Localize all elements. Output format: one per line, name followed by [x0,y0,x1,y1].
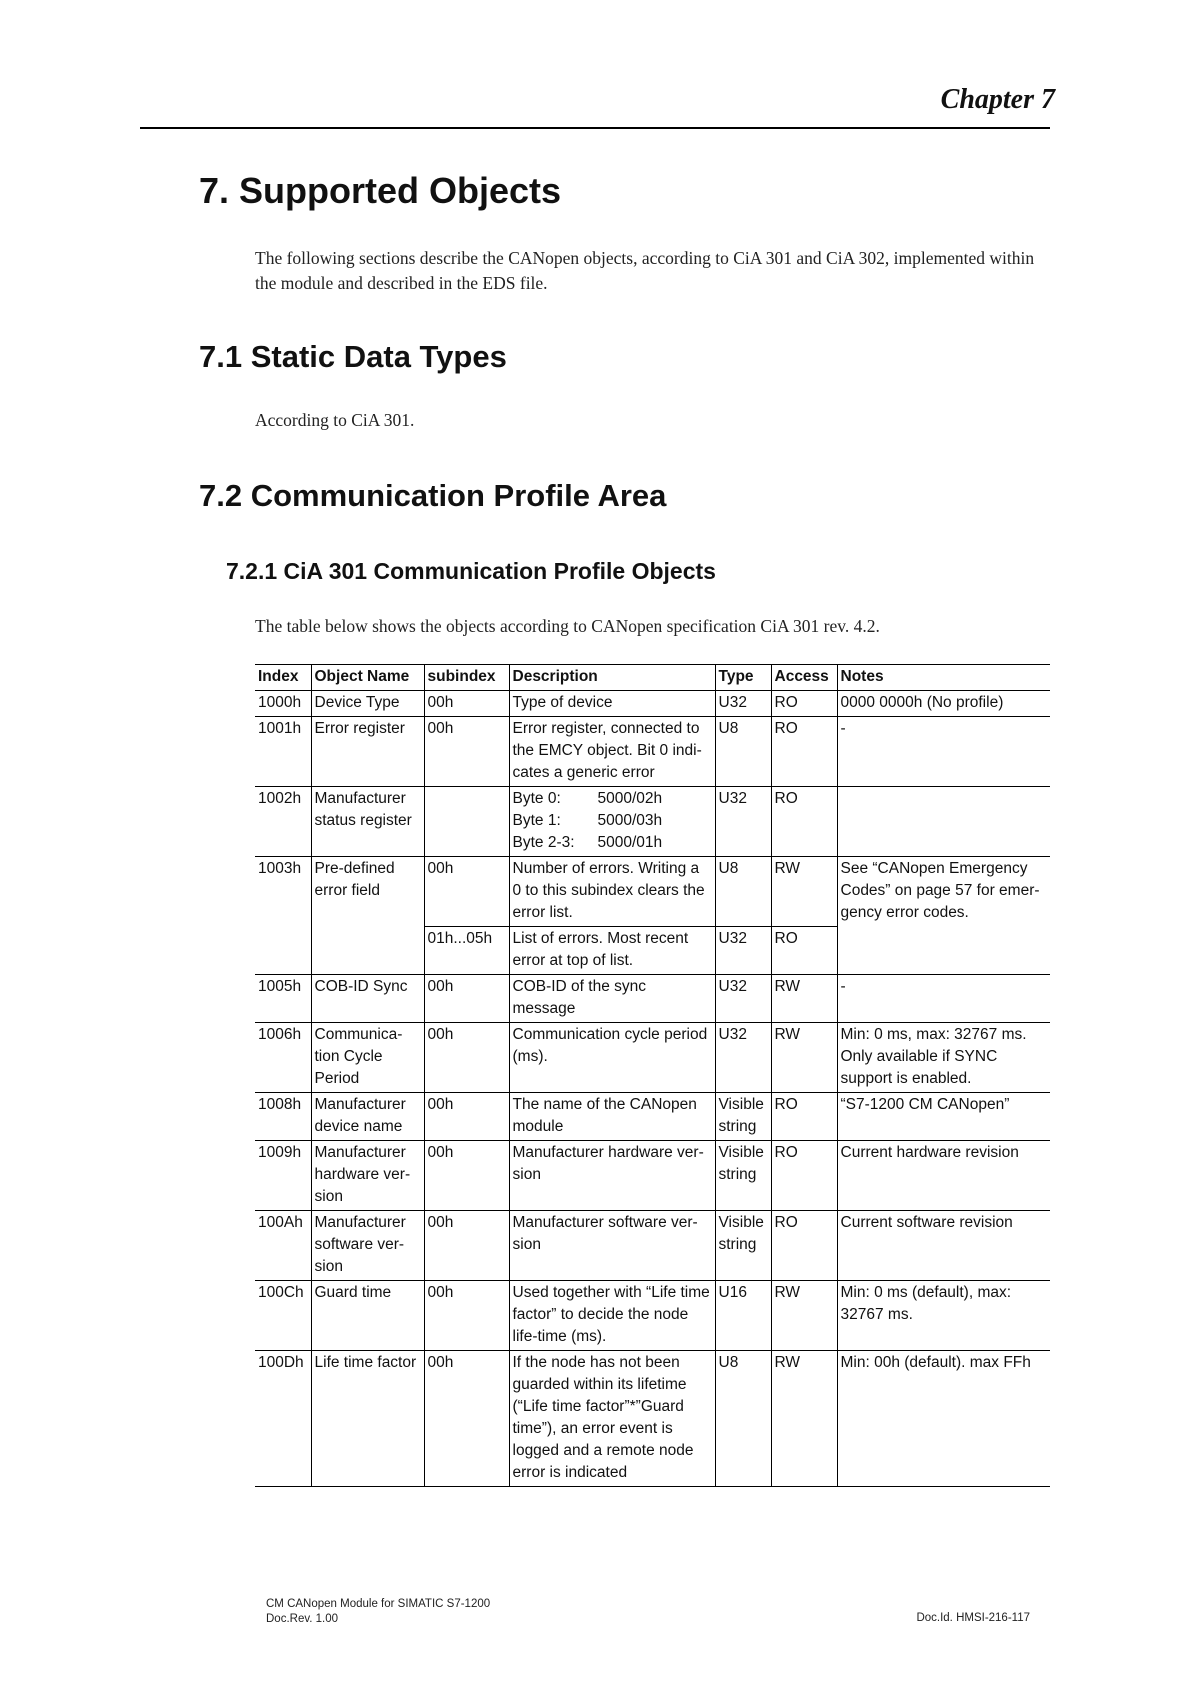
byte-value: 5000/03h [597,812,663,829]
intro-paragraph: The following sections describe the CANopen objects, according to CiA 301 and CiA 302, implemented within the module and described in the EDS file. [255,248,1035,293]
cell-description: The name of the CANopen module [509,1093,715,1141]
table-row [255,975,1050,1023]
cell-subindex [424,787,509,857]
cell-access: RO [771,1211,837,1281]
cell-notes: Min: 00h (default). max FFh [837,1351,1050,1487]
cell-type: U8 [715,1351,771,1487]
table-row [255,1023,1050,1093]
cell-subindex: 00h [424,975,509,1023]
table-row [255,1351,1050,1487]
cell-access: RO [771,787,837,857]
cell-type: Visible string [715,1093,771,1141]
byte-label: Byte 0: [512,790,561,807]
header-description: Description [509,665,715,691]
table-row [255,1211,1050,1281]
cell-object-name: Pre-defined error field [311,857,424,975]
cell-object-name: Guard time [311,1281,424,1351]
cell-description: Error register, connected to the EMCY object. Bit 0 indi-cates a generic error [509,717,715,787]
table-row [255,1093,1050,1141]
cell-access: RO [771,1093,837,1141]
cell-notes: 0000 0000h (No profile) [837,691,1050,717]
cell-notes [837,787,1050,857]
cell-type: U32 [715,787,771,857]
cell-subindex: 00h [424,1281,509,1351]
cell-type: U8 [715,717,771,787]
cell-subindex: 00h [424,717,509,787]
cell-description: Communication cycle period (ms). [509,1023,715,1093]
cell-type: Visible string [715,1141,771,1211]
cell-subindex: 01h...05h [424,927,509,975]
table-row [255,787,1050,857]
cell-index: 100Dh [255,1351,311,1487]
cell-access: RW [771,1281,837,1351]
cell-index: 1003h [255,857,311,975]
cell-index: 1008h [255,1093,311,1141]
cia301-heading: 7.2.1 CiA 301 Communication Profile Objects [226,558,716,584]
cell-index: 1001h [255,717,311,787]
cell-type: Visible string [715,1211,771,1281]
cell-access: RW [771,975,837,1023]
cell-notes: “S7-1200 CM CANopen” [837,1093,1050,1141]
cell-type: U16 [715,1281,771,1351]
cell-subindex: 00h [424,1351,509,1487]
cell-notes: Current software revision [837,1211,1050,1281]
cell-description: COB-ID of the sync message [509,975,715,1023]
byte-mapping-row [513,788,712,810]
byte-label: Byte 2-3: [512,834,575,851]
table-header-row [255,665,1050,691]
static-data-types-heading: 7.1 Static Data Types [199,339,507,374]
cell-index: 100Ah [255,1211,311,1281]
table-row [255,857,1050,927]
cell-object-name: Manufacturer hardware ver-sion [311,1141,424,1211]
cell-description: Manufacturer software ver-sion [509,1211,715,1281]
cell-access: RO [771,1141,837,1211]
byte-mapping-row [513,832,712,854]
cell-index: 1002h [255,787,311,857]
cell-object-name: Device Type [311,691,424,717]
cell-index: 1006h [255,1023,311,1093]
cell-notes: See “CANopen Emergency Codes” on page 57 for emer-gency error codes. [837,857,1050,975]
objects-table [255,664,1050,1487]
cell-description [509,787,715,857]
cell-description: List of errors. Most recent error at top of list. [509,927,715,975]
cell-notes: Min: 0 ms (default), max: 32767 ms. [837,1281,1050,1351]
header-object-name: Object Name [311,665,424,691]
table-row [255,717,1050,787]
byte-value: 5000/01h [597,834,663,851]
footer-left [266,1597,490,1627]
cell-object-name: Manufacturer software ver-sion [311,1211,424,1281]
cell-subindex: 00h [424,1141,509,1211]
cell-object-name: Error register [311,717,424,787]
table-row [255,1141,1050,1211]
table-row [255,1281,1050,1351]
table-row [255,691,1050,717]
cell-access: RW [771,1023,837,1093]
byte-mapping-row [513,810,712,832]
cell-subindex: 00h [424,1093,509,1141]
header-subindex: subindex [424,665,509,691]
footer-doc-rev: Doc.Rev. 1.00 [266,1613,339,1625]
byte-value: 5000/02h [597,790,663,807]
chapter-label: Chapter 7 [940,84,1055,115]
cell-access: RW [771,857,837,927]
header-notes: Notes [837,665,1050,691]
cell-description: Number of errors. Writing a 0 to this subindex clears the error list. [509,857,715,927]
cell-type: U32 [715,691,771,717]
static-data-types-text: According to CiA 301. [255,410,415,430]
cell-access: RO [771,691,837,717]
cell-index: 100Ch [255,1281,311,1351]
cell-notes: - [837,975,1050,1023]
cell-index: 1005h [255,975,311,1023]
footer-product: CM CANopen Module for SIMATIC S7-1200 [266,1598,491,1610]
cell-type: U32 [715,927,771,975]
cell-subindex: 00h [424,691,509,717]
cell-description: Type of device [509,691,715,717]
cell-access: RW [771,1351,837,1487]
cia301-intro-text: The table below shows the objects according to CANopen specification CiA 301 rev. 4.2. [255,616,880,636]
cell-access: RO [771,927,837,975]
cell-subindex: 00h [424,1211,509,1281]
cell-object-name: Manufacturer device name [311,1093,424,1141]
cell-subindex: 00h [424,1023,509,1093]
cell-object-name: Manufacturer status register [311,787,424,857]
header-rule [140,127,1050,129]
cell-type: U8 [715,857,771,927]
byte-label: Byte 1: [512,812,561,829]
footer-doc-id: Doc.Id. HMSI-216-117 [916,1612,1030,1624]
cell-index: 1000h [255,691,311,717]
cell-index: 1009h [255,1141,311,1211]
header-access: Access [771,665,837,691]
cell-description: Manufacturer hardware ver-sion [509,1141,715,1211]
cell-object-name: COB-ID Sync [311,975,424,1023]
header-index: Index [255,665,311,691]
cell-subindex: 00h [424,857,509,927]
header-type: Type [715,665,771,691]
cell-description: Used together with “Life time factor” to decide the node life-time (ms). [509,1281,715,1351]
cell-type: U32 [715,975,771,1023]
cell-notes: Current hardware revision [837,1141,1050,1211]
cell-access: RO [771,717,837,787]
cell-object-name: Communica-tion Cycle Period [311,1023,424,1093]
communication-profile-heading: 7.2 Communication Profile Area [199,478,667,513]
section-title: 7. Supported Objects [199,170,562,211]
cell-object-name: Life time factor [311,1351,424,1487]
cell-type: U32 [715,1023,771,1093]
cell-notes: - [837,717,1050,787]
cell-description: If the node has not been guarded within its lifetime (“Life time factor”*”Guard time”), an error event is logged and a remote node error is indicated [509,1351,715,1487]
cell-notes: Min: 0 ms, max: 32767 ms. Only available if SYNC support is enabled. [837,1023,1050,1093]
